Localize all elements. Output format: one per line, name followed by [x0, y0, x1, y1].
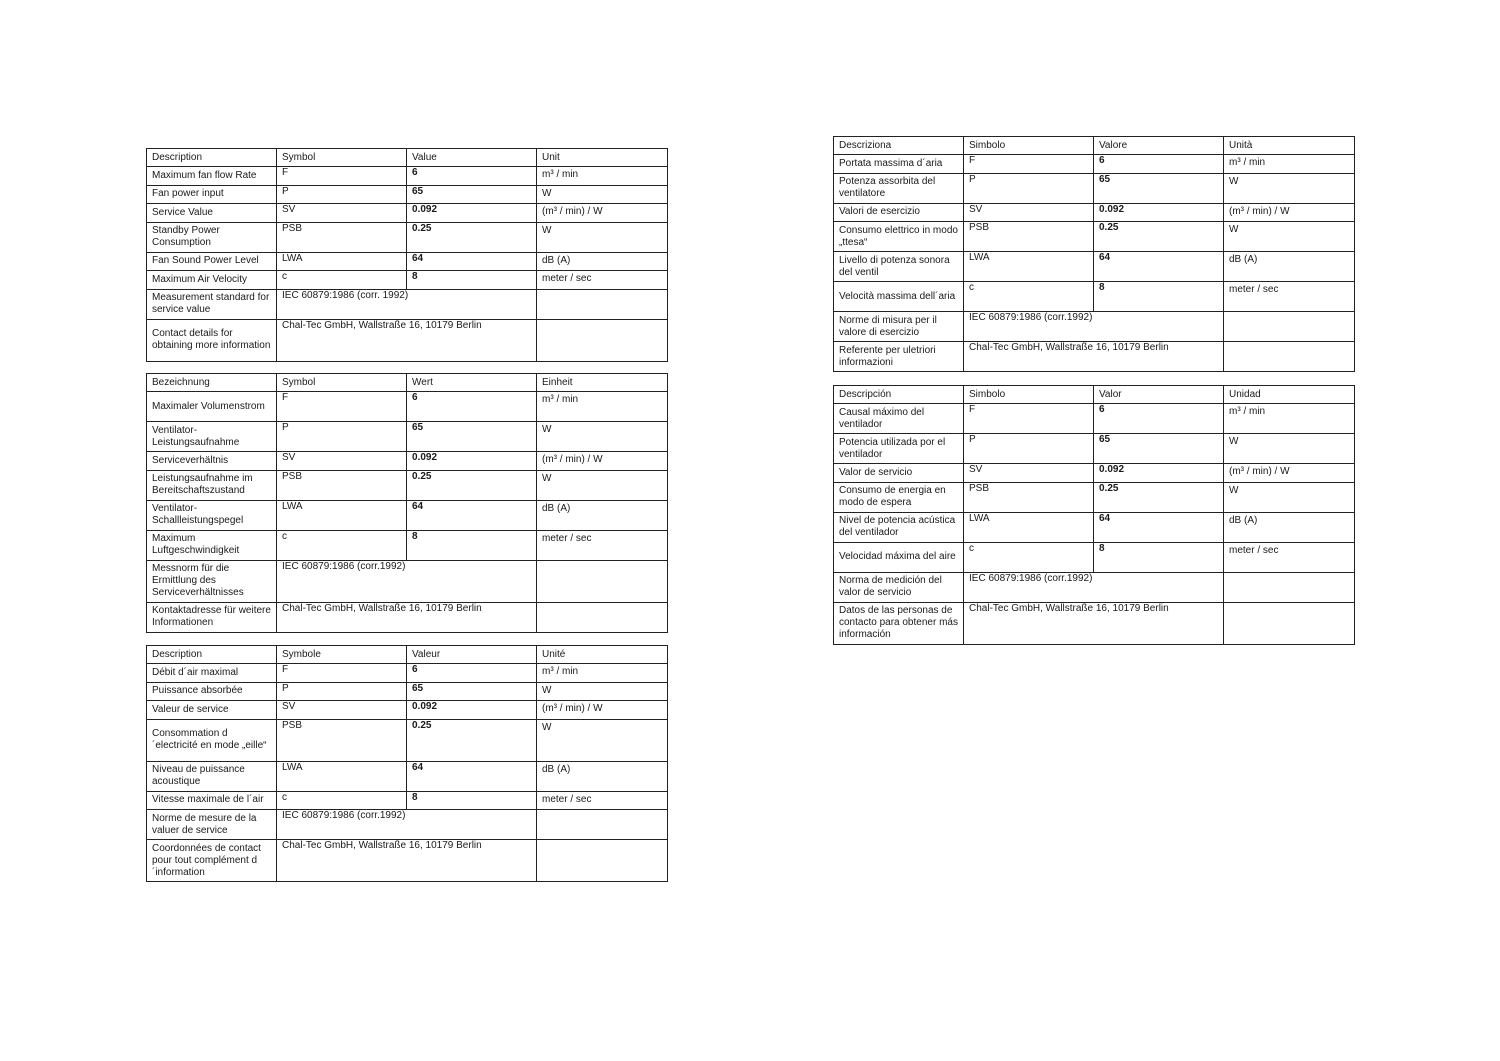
row-description: Maximum fan flow Rate [147, 167, 277, 186]
header-description: Descriziona [834, 137, 964, 155]
header-value: Wert [407, 374, 537, 392]
row-unit-empty [537, 319, 668, 361]
table-row [147, 470, 668, 500]
row-unit: W [1224, 173, 1355, 203]
row-symbol: F [964, 404, 1094, 434]
row-unit: W [537, 682, 668, 701]
row-value: 8 [407, 791, 537, 810]
row-symbol: SV [277, 701, 407, 720]
table-row [147, 682, 668, 701]
row-value: 8 [407, 530, 537, 560]
row-description: Ventilator-Schallleistungspegel [147, 500, 277, 530]
row-description: Maximaler Volumenstrom [147, 392, 277, 422]
row-value: 0.092 [1094, 203, 1224, 222]
row-description: Livello di potenza sonora del ventil [834, 252, 964, 282]
row-description: Serviceverhältnis [147, 452, 277, 471]
row-symbol: P [964, 434, 1094, 464]
spec-table-fr [146, 645, 668, 882]
row-description: Portata massima d´aria [834, 155, 964, 174]
row-symbol: SV [964, 203, 1094, 222]
row-symbol: PSB [964, 222, 1094, 252]
row-value: 6 [407, 392, 537, 422]
row-description: Vitesse maximale de l´air [147, 791, 277, 810]
table-row [147, 271, 668, 290]
header-value: Valor [1094, 386, 1224, 404]
table-row [834, 252, 1355, 282]
table-row [834, 602, 1355, 644]
row-value: 0.25 [407, 719, 537, 761]
row-value: 65 [407, 185, 537, 204]
row-symbol: PSB [277, 222, 407, 252]
table-row [834, 342, 1355, 372]
row-description: Maximum Air Velocity [147, 271, 277, 290]
row-symbol: LWA [964, 252, 1094, 282]
table-row [147, 810, 668, 840]
row-unit: W [1224, 482, 1355, 512]
row-value: 6 [407, 664, 537, 683]
row-symbol: P [277, 682, 407, 701]
table-header-row [147, 374, 668, 392]
row-unit: dB (A) [1224, 512, 1355, 542]
row-description: Potencia utilizada por el ventilador [834, 434, 964, 464]
row-symbol: P [277, 422, 407, 452]
table-row [834, 173, 1355, 203]
row-span-value: IEC 60879:1986 (corr.1992) [277, 810, 537, 840]
row-symbol: c [277, 530, 407, 560]
table-header-row [834, 386, 1355, 404]
row-unit: m³ / min [1224, 155, 1355, 174]
row-description: Messnorm für die Ermittlung des Serviceverhältnisses [147, 560, 277, 602]
row-value: 6 [1094, 155, 1224, 174]
row-value: 0.25 [407, 222, 537, 252]
row-span-value: IEC 60879:1986 (corr. 1992) [277, 289, 537, 319]
row-value: 64 [407, 761, 537, 791]
row-description: Standby Power Consumption [147, 222, 277, 252]
row-symbol: PSB [277, 719, 407, 761]
header-unit: Einheit [537, 374, 668, 392]
row-unit: dB (A) [537, 252, 668, 271]
row-unit: m³ / min [1224, 404, 1355, 434]
header-description: Descripción [834, 386, 964, 404]
table-row [147, 560, 668, 602]
row-description: Nivel de potencia acústica del ventilador [834, 512, 964, 542]
table-row [147, 252, 668, 271]
header-symbol: Simbolo [964, 386, 1094, 404]
row-description: Referente per uletriori informazioni [834, 342, 964, 372]
table-row [147, 500, 668, 530]
row-unit-empty [537, 560, 668, 602]
row-unit: dB (A) [537, 761, 668, 791]
row-symbol: PSB [277, 470, 407, 500]
row-unit-empty [1224, 342, 1355, 372]
row-unit: meter / sec [537, 271, 668, 290]
row-value: 0.092 [407, 204, 537, 223]
table-row [834, 464, 1355, 483]
row-description: Ventilator-Leistungsaufnahme [147, 422, 277, 452]
row-description: Measurement standard for service value [147, 289, 277, 319]
header-symbol: Simbolo [964, 137, 1094, 155]
row-description: Maximum Luftgeschwindigkeit [147, 530, 277, 560]
row-unit-empty [537, 289, 668, 319]
row-value: 0.092 [407, 452, 537, 471]
table-row [147, 204, 668, 223]
row-symbol: F [277, 392, 407, 422]
row-unit: m³ / min [537, 167, 668, 186]
row-symbol: LWA [277, 500, 407, 530]
row-symbol: P [277, 185, 407, 204]
row-unit: dB (A) [537, 500, 668, 530]
table-row [147, 761, 668, 791]
spec-table-es [833, 385, 1355, 645]
header-symbol: Symbol [277, 374, 407, 392]
table-header-row [147, 646, 668, 664]
header-value: Value [407, 149, 537, 167]
row-description: Causal máximo del ventilador [834, 404, 964, 434]
row-description: Coordonnées de contact pour tout complément d´information [147, 840, 277, 882]
table-header-row [147, 149, 668, 167]
table-row [834, 404, 1355, 434]
header-symbol: Symbole [277, 646, 407, 664]
row-unit: (m³ / min) / W [537, 701, 668, 720]
row-unit: W [537, 222, 668, 252]
table-row [147, 222, 668, 252]
row-symbol: LWA [277, 761, 407, 791]
row-value: 64 [407, 500, 537, 530]
row-description: Consumo de energia en modo de espera [834, 482, 964, 512]
row-description: Velocità massima dell´aria [834, 282, 964, 312]
row-span-value: Chal-Tec GmbH, Wallstraße 16, 10179 Berlin [277, 602, 537, 632]
row-value: 0.25 [1094, 482, 1224, 512]
row-unit: W [537, 422, 668, 452]
row-value: 0.25 [1094, 222, 1224, 252]
row-unit: m³ / min [537, 664, 668, 683]
table-row [147, 167, 668, 186]
table-row [834, 572, 1355, 602]
row-unit: meter / sec [537, 530, 668, 560]
table-row [147, 840, 668, 882]
row-symbol: SV [277, 204, 407, 223]
row-symbol: F [277, 167, 407, 186]
table-row [834, 434, 1355, 464]
row-span-value: IEC 60879:1986 (corr.1992) [277, 560, 537, 602]
table-row [834, 512, 1355, 542]
table-row [147, 452, 668, 471]
row-unit: W [1224, 222, 1355, 252]
row-value: 6 [407, 167, 537, 186]
row-unit: (m³ / min) / W [1224, 464, 1355, 483]
row-description: Valori de esercizio [834, 203, 964, 222]
row-span-value: IEC 60879:1986 (corr.1992) [964, 572, 1224, 602]
row-symbol: F [277, 664, 407, 683]
header-unit: Unit [537, 149, 668, 167]
table-row [147, 602, 668, 632]
row-value: 65 [407, 682, 537, 701]
header-description: Description [147, 149, 277, 167]
row-value: 65 [407, 422, 537, 452]
row-symbol: P [964, 173, 1094, 203]
header-description: Bezeichnung [147, 374, 277, 392]
header-unit: Unidad [1224, 386, 1355, 404]
row-description: Fan power input [147, 185, 277, 204]
row-unit: (m³ / min) / W [537, 204, 668, 223]
row-unit: meter / sec [1224, 282, 1355, 312]
row-span-value: IEC 60879:1986 (corr.1992) [964, 312, 1224, 342]
row-unit: W [1224, 434, 1355, 464]
spec-table-it [833, 136, 1355, 372]
table-row [147, 701, 668, 720]
row-symbol: c [277, 791, 407, 810]
table-row [147, 719, 668, 761]
row-unit-empty [1224, 312, 1355, 342]
row-symbol: SV [277, 452, 407, 471]
table-row [147, 422, 668, 452]
row-description: Valeur de service [147, 701, 277, 720]
table-row [834, 312, 1355, 342]
row-description: Velocidad máxima del aire [834, 542, 964, 572]
table-row [147, 664, 668, 683]
row-symbol: LWA [277, 252, 407, 271]
row-symbol: F [964, 155, 1094, 174]
spec-table-en [146, 148, 668, 362]
row-description: Puissance absorbée [147, 682, 277, 701]
row-description: Contact details for obtaining more information [147, 319, 277, 361]
row-unit-empty [537, 840, 668, 882]
row-symbol: SV [964, 464, 1094, 483]
row-unit: meter / sec [1224, 542, 1355, 572]
row-description: Datos de las personas de contacto para obtener más información [834, 602, 964, 644]
table-row [147, 530, 668, 560]
row-description: Valor de servicio [834, 464, 964, 483]
row-unit: W [537, 470, 668, 500]
row-description: Consumo elettrico in modo „ttesa“ [834, 222, 964, 252]
header-unit: Unité [537, 646, 668, 664]
row-description: Norme de mesure de la valuer de service [147, 810, 277, 840]
row-unit: dB (A) [1224, 252, 1355, 282]
table-row [834, 482, 1355, 512]
row-unit: m³ / min [537, 392, 668, 422]
row-value: 64 [1094, 512, 1224, 542]
row-span-value: Chal-Tec GmbH, Wallstraße 16, 10179 Berlin [277, 840, 537, 882]
row-description: Fan Sound Power Level [147, 252, 277, 271]
row-value: 8 [407, 271, 537, 290]
row-description: Niveau de puissance acoustique [147, 761, 277, 791]
table-row [147, 392, 668, 422]
row-unit-empty [537, 602, 668, 632]
row-unit-empty [537, 810, 668, 840]
row-span-value: Chal-Tec GmbH, Wallstraße 16, 10179 Berlin [277, 319, 537, 361]
row-value: 65 [1094, 173, 1224, 203]
table-row [834, 203, 1355, 222]
header-description: Description [147, 646, 277, 664]
table-row [834, 155, 1355, 174]
row-symbol: c [964, 542, 1094, 572]
row-value: 0.25 [407, 470, 537, 500]
table-row [834, 542, 1355, 572]
row-description: Kontaktadresse für weitere Informationen [147, 602, 277, 632]
spec-table-de [146, 373, 668, 633]
row-unit-empty [1224, 572, 1355, 602]
table-row [147, 289, 668, 319]
row-symbol: LWA [964, 512, 1094, 542]
row-symbol: c [277, 271, 407, 290]
table-row [147, 319, 668, 361]
table-row [147, 185, 668, 204]
row-description: Consommation d´electricité en mode „eille“ [147, 719, 277, 761]
row-unit: meter / sec [537, 791, 668, 810]
row-value: 65 [1094, 434, 1224, 464]
row-description: Leistungsaufnahme im Bereitschaftszustand [147, 470, 277, 500]
row-symbol: c [964, 282, 1094, 312]
row-description: Service Value [147, 204, 277, 223]
row-value: 0.092 [1094, 464, 1224, 483]
row-span-value: Chal-Tec GmbH, Wallstraße 16, 10179 Berlin [964, 602, 1224, 644]
row-unit: (m³ / min) / W [1224, 203, 1355, 222]
header-unit: Unità [1224, 137, 1355, 155]
row-value: 64 [407, 252, 537, 271]
row-description: Potenza assorbita del ventilatore [834, 173, 964, 203]
row-unit: W [537, 719, 668, 761]
row-value: 64 [1094, 252, 1224, 282]
row-unit-empty [1224, 602, 1355, 644]
table-row [147, 791, 668, 810]
table-row [834, 282, 1355, 312]
row-value: 8 [1094, 282, 1224, 312]
row-value: 0.092 [407, 701, 537, 720]
row-description: Norme di misura per il valore di esercizio [834, 312, 964, 342]
row-span-value: Chal-Tec GmbH, Wallstraße 16, 10179 Berlin [964, 342, 1224, 372]
row-value: 6 [1094, 404, 1224, 434]
row-description: Débit d´air maximal [147, 664, 277, 683]
row-symbol: PSB [964, 482, 1094, 512]
header-value: Valore [1094, 137, 1224, 155]
row-value: 8 [1094, 542, 1224, 572]
header-value: Valeur [407, 646, 537, 664]
header-symbol: Symbol [277, 149, 407, 167]
row-description: Norma de medición del valor de servicio [834, 572, 964, 602]
row-unit: W [537, 185, 668, 204]
table-header-row [834, 137, 1355, 155]
row-unit: (m³ / min) / W [537, 452, 668, 471]
table-row [834, 222, 1355, 252]
